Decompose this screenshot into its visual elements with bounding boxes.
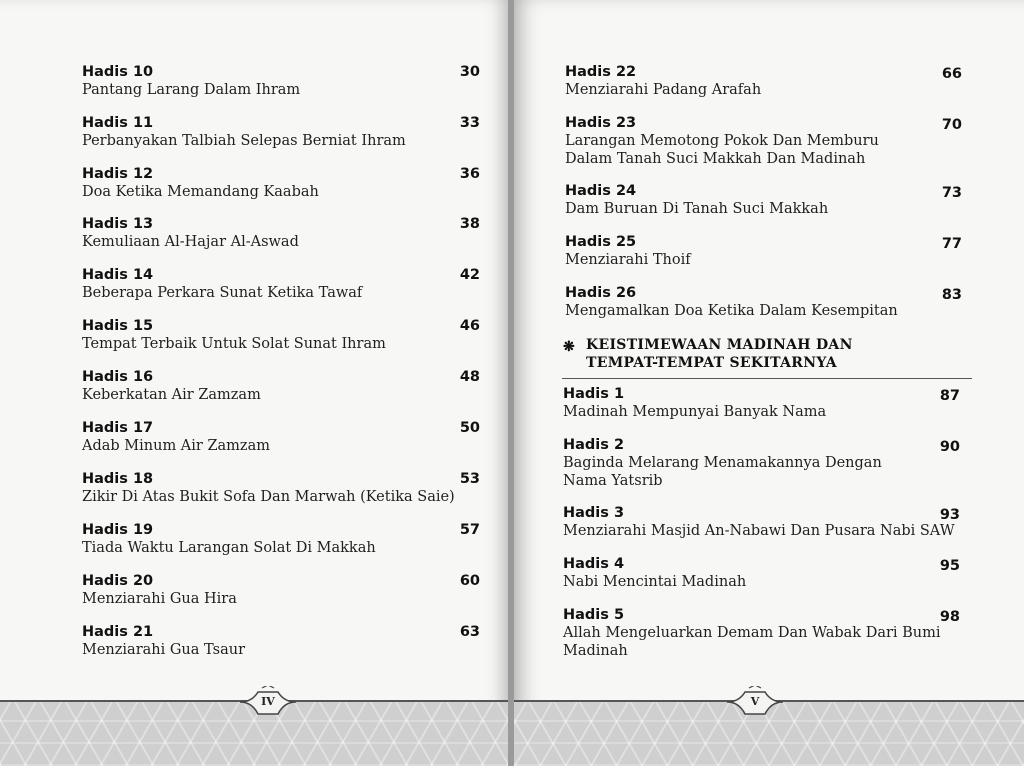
- entry-description-continued: Dalam Tanah Suci Makkah Dan Madinah: [565, 151, 866, 167]
- section-heading-line: TEMPAT-TEMPAT SEKITARNYA: [586, 355, 837, 371]
- entry-title: Hadis 18: [82, 471, 154, 487]
- entry-title: Hadis 3: [563, 505, 625, 521]
- toc-entry[interactable]: [82, 267, 362, 302]
- entry-title: Hadis 25: [565, 234, 637, 250]
- entry-title: Hadis 11: [82, 115, 154, 131]
- page-number-badge: [238, 686, 298, 720]
- entry-page-number: 93: [939, 507, 960, 523]
- entry-page-number: 60: [459, 573, 480, 589]
- entry-page-number: 33: [459, 115, 480, 131]
- toc-entry[interactable]: [82, 624, 245, 659]
- entry-title: Hadis 26: [565, 285, 637, 301]
- entry-description: Menziarahi Thoif: [565, 252, 691, 268]
- entry-page-number: 73: [941, 185, 962, 201]
- toc-entry[interactable]: [565, 183, 828, 218]
- entry-page-number: 63: [459, 624, 480, 640]
- entry-title: Hadis 19: [82, 522, 154, 538]
- entry-description: Baginda Melarang Menamakannya Dengan: [563, 455, 882, 471]
- entry-description: Kemuliaan Al-Hajar Al-Aswad: [82, 234, 299, 250]
- entry-description: Tiada Waktu Larangan Solat Di Makkah: [82, 540, 376, 556]
- toc-entry[interactable]: [82, 369, 261, 404]
- toc-entry[interactable]: [82, 115, 406, 150]
- entry-description: Dam Buruan Di Tanah Suci Makkah: [565, 201, 829, 217]
- entry-description: Menziarahi Padang Arafah: [565, 82, 762, 98]
- entry-title: Hadis 17: [82, 420, 154, 436]
- toc-entry[interactable]: [565, 285, 898, 320]
- entry-description: Tempat Terbaik Untuk Solat Sunat Ihram: [82, 336, 386, 352]
- entry-description: Menziarahi Gua Hira: [82, 591, 237, 607]
- toc-entry[interactable]: [82, 318, 386, 353]
- entry-page-number: 98: [939, 609, 960, 625]
- entry-description-continued: Madinah: [563, 643, 628, 659]
- entry-description: Perbanyakan Talbiah Selepas Berniat Ihram: [82, 133, 406, 149]
- entry-page-number: 48: [459, 369, 480, 385]
- entry-page-number: 83: [941, 287, 962, 303]
- entry-description: Menziarahi Masjid An-Nabawi Dan Pusara Nabi SAW: [563, 523, 955, 539]
- toc-entry[interactable]: [82, 166, 319, 201]
- entry-description: Beberapa Perkara Sunat Ketika Tawaf: [82, 285, 363, 301]
- toc-entry[interactable]: [563, 437, 882, 490]
- entry-description: Doa Ketika Memandang Kaabah: [82, 184, 319, 200]
- entry-page-number: 95: [939, 558, 960, 574]
- entry-description: Zikir Di Atas Bukit Sofa Dan Marwah (Ketika Saie): [82, 489, 455, 505]
- entry-description: Allah Mengeluarkan Demam Dan Wabak Dari Bumi: [563, 625, 941, 641]
- entry-title: Hadis 14: [82, 267, 154, 283]
- entry-page-number: 36: [459, 166, 480, 182]
- entry-description: Larangan Memotong Pokok Dan Memburu: [565, 133, 879, 149]
- entry-description: Mengamalkan Doa Ketika Dalam Kesempitan: [565, 303, 898, 319]
- toc-entry[interactable]: [82, 64, 300, 99]
- entry-page-number: 30: [459, 64, 480, 80]
- entry-description: Madinah Mempunyai Banyak Nama: [563, 404, 827, 420]
- star-ornament-icon: ❋: [563, 339, 576, 355]
- toc-entry[interactable]: [565, 64, 761, 99]
- entry-page-number: 66: [941, 66, 962, 82]
- entry-title: Hadis 24: [565, 183, 637, 199]
- entry-page-number: 50: [459, 420, 480, 436]
- entry-title: Hadis 4: [563, 556, 625, 572]
- toc-entry[interactable]: [563, 607, 941, 660]
- page-number: V: [750, 695, 760, 708]
- page-number: IV: [261, 695, 275, 708]
- entry-page-number: 46: [459, 318, 480, 334]
- entry-page-number: 53: [459, 471, 480, 487]
- toc-entry[interactable]: [565, 115, 879, 168]
- entry-page-number: 42: [459, 267, 480, 283]
- entry-title: Hadis 20: [82, 573, 154, 589]
- entry-page-number: 87: [939, 388, 960, 404]
- entry-page-number: 38: [459, 216, 480, 232]
- page-number-badge: [725, 686, 785, 720]
- entry-title: Hadis 10: [82, 64, 154, 80]
- entry-title: Hadis 16: [82, 369, 154, 385]
- entry-title: Hadis 5: [563, 607, 625, 623]
- entry-description: Pantang Larang Dalam Ihram: [82, 82, 301, 98]
- entry-title: Hadis 2: [563, 437, 625, 453]
- toc-entry[interactable]: [82, 522, 376, 557]
- entry-title: Hadis 23: [565, 115, 637, 131]
- entry-title: Hadis 22: [565, 64, 637, 80]
- entry-page-number: 70: [941, 117, 962, 133]
- heading-divider: [562, 378, 972, 379]
- entry-description: Keberkatan Air Zamzam: [82, 387, 261, 403]
- toc-entry[interactable]: [563, 556, 746, 591]
- section-heading-line: KEISTIMEWAAN MADINAH DAN: [586, 337, 853, 353]
- toc-entry[interactable]: [82, 216, 299, 251]
- toc-entry[interactable]: [82, 471, 455, 506]
- entry-page-number: 77: [941, 236, 962, 252]
- entry-title: Hadis 12: [82, 166, 154, 182]
- toc-entry[interactable]: [563, 505, 955, 540]
- entry-description-continued: Nama Yatsrib: [563, 473, 663, 489]
- toc-entry[interactable]: [82, 573, 237, 608]
- entry-title: Hadis 1: [563, 386, 625, 402]
- entry-title: Hadis 21: [82, 624, 154, 640]
- entry-title: Hadis 13: [82, 216, 154, 232]
- book-gutter: [508, 0, 514, 766]
- entry-page-number: 90: [939, 439, 960, 455]
- toc-entry[interactable]: [563, 386, 826, 421]
- entry-page-number: 57: [459, 522, 480, 538]
- entry-description: Menziarahi Gua Tsaur: [82, 642, 245, 658]
- toc-entry[interactable]: [82, 420, 270, 455]
- entry-title: Hadis 15: [82, 318, 154, 334]
- entry-description: Nabi Mencintai Madinah: [563, 574, 747, 590]
- entry-description: Adab Minum Air Zamzam: [82, 438, 270, 454]
- toc-entry[interactable]: [565, 234, 691, 269]
